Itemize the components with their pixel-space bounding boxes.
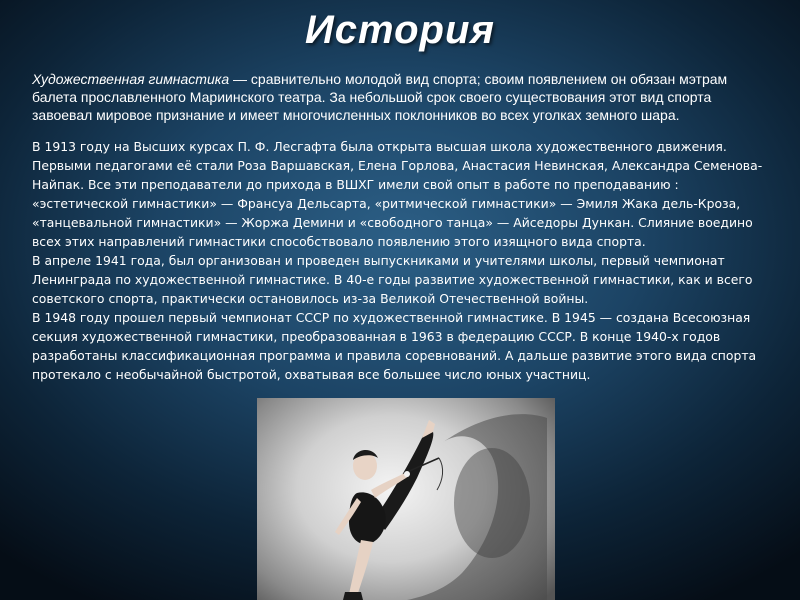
history-paragraph-1948: В 1948 году прошел первый чемпионат СССР по художественной гимнастике. В 1945 — создана Всесоюзная секция художественной гимнастики, преобразованная в 1963 в федерацию СССР. В конце 1940-х годов разработаны классификационная программа и правила соревнований. А дальше развитие этого вида спорта протекало с необычайной быстротой, охватывая все большее число юных участниц. xyxy=(32,310,757,382)
intro-paragraph xyxy=(32,70,732,124)
intro-term: Художественная гимнастика xyxy=(32,71,230,87)
history-paragraph-1941: В апреле 1941 года, был организован и проведен выпускниками и учителями школы, первый чемпионат Ленинграда по художественной гимнастике. В 40-е годы развитие художественной гимнастики, как и всего советского спорта, практически остановилось из-за Великой Отечественной войны. xyxy=(32,253,753,306)
history-paragraph-1913: В 1913 году на Высших курсах П. Ф. Лесгафта была открыта высшая школа художественного движения. Первыми педагогами её стали Роза Варшавская, Елена Горлова, Анастасия Невинская, Александра Семенова-Найпак. Все эти преподаватели до прихода в ВШХГ имели свой опыт в работе по преподаванию : «эстетической гимнастики» — Франсуа Дельсарта, «ритмической гимнастики» — Эмиля Жака дель-Кроза, «танцевальной гимнастики» — Жоржа Демини и «свободного танца» — Айседоры Дункан. Слияние воедино всех этих направлений гимнастики способствовало появлению этого изящного вида спорта. xyxy=(32,139,763,249)
gymnast-photo xyxy=(257,398,555,600)
slide-title: История xyxy=(305,8,495,52)
gymnast-illustration xyxy=(257,398,555,600)
intro-text: — сравнительно молодой вид спорта; своим появлением он обязан мэтрам балета прославленного Мариинского театра. За небольшой срок своего существования этот вид спорта завоевал мировое признание и имеет многочисленных поклонников во всех уголках земного шара. xyxy=(32,71,728,123)
history-text xyxy=(32,137,777,384)
